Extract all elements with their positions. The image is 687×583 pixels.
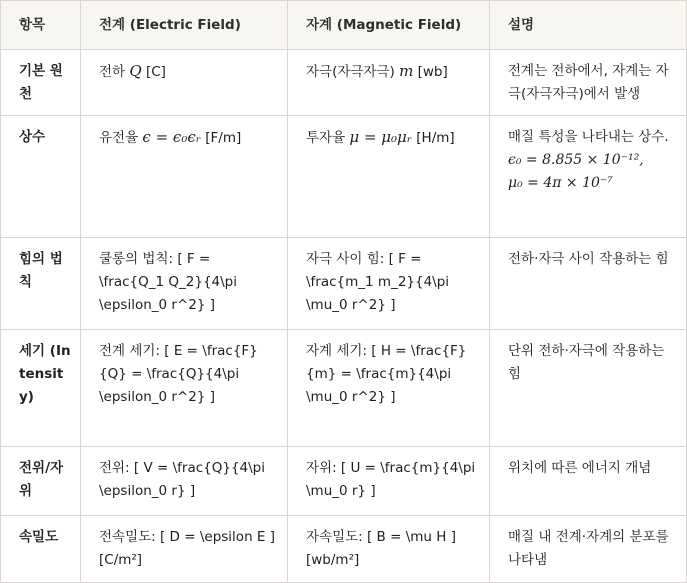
table-row [1, 116, 687, 238]
cell-unit: [F/m] [200, 130, 242, 146]
row-label: 힘의 법칙 [1, 238, 81, 330]
row-label: 속밀도 [1, 516, 81, 583]
cell-electric [81, 50, 288, 116]
table-row [1, 330, 687, 447]
header-electric: 전계 (Electric Field) [81, 1, 288, 50]
table-row [1, 516, 687, 583]
cell-text: 투자율 [306, 130, 350, 146]
row-label: 상수 [1, 116, 81, 238]
cell-magnetic: 자속밀도: [ B = \mu H ] [wb/m²] [288, 516, 490, 583]
cell-unit: [H/m] [412, 130, 455, 146]
header-description: 설명 [490, 1, 687, 50]
cell-text: 유전율 [99, 130, 143, 146]
mu0-formula: μ₀ = 4π × 10⁻⁷ [508, 175, 613, 191]
cell-electric: 전위: [ V = \frac{Q}{4\pi \epsilon_0 r} ] [81, 447, 288, 516]
math-formula: μ = μ₀μᵣ [349, 128, 412, 146]
header-magnetic: 자계 (Magnetic Field) [288, 1, 490, 50]
cell-electric: 쿨롱의 법칙: [ F = \frac{Q_1 Q_2}{4\pi \epsilon_0 r^2} ] [81, 238, 288, 330]
description-text: 매질 특성을 나타내는 상수. [508, 129, 669, 145]
cell-description: 매질 내 전계·자계의 분포를 나타냄 [490, 516, 687, 583]
table-row [1, 447, 687, 516]
cell-description: 전하·자극 사이 작용하는 힘 [490, 238, 687, 330]
header-item: 항목 [1, 1, 81, 50]
row-label: 세기 (Intensity) [1, 330, 81, 447]
cell-electric: 전계 세기: [ E = \frac{F}{Q} = \frac{Q}{4\pi \epsilon_0 r^2} ] [81, 330, 288, 447]
cell-magnetic: 자위: [ U = \frac{m}{4\pi \mu_0 r} ] [288, 447, 490, 516]
math-symbol: m [399, 62, 414, 80]
cell-description: 전계는 전하에서, 자계는 자극(자극자극)에서 발생 [490, 50, 687, 116]
math-symbol: Q [129, 62, 142, 80]
cell-electric: 전속밀도: [ D = \epsilon E ] [C/m²] [81, 516, 288, 583]
header-row [1, 1, 687, 50]
cell-magnetic: 자극 사이 힘: [ F = \frac{m_1 m_2}{4\pi \mu_0 r^2} ] [288, 238, 490, 330]
table-row [1, 50, 687, 116]
cell-description: 위치에 따른 에너지 개념 [490, 447, 687, 516]
row-label: 기본 원천 [1, 50, 81, 116]
cell-electric [81, 116, 288, 238]
cell-text: 전하 [99, 64, 130, 80]
cell-magnetic [288, 50, 490, 116]
cell-magnetic [288, 116, 490, 238]
row-label: 전위/자위 [1, 447, 81, 516]
cell-magnetic: 자계 세기: [ H = \frac{F}{m} = \frac{m}{4\pi \mu_0 r^2} ] [288, 330, 490, 447]
table-row [1, 238, 687, 330]
cell-text: 자극(자극자극) [306, 64, 400, 80]
cell-unit: [wb] [413, 64, 448, 80]
cell-description [490, 116, 687, 238]
epsilon0-formula: ϵ₀ = 8.855 × 10⁻¹², [508, 152, 644, 168]
cell-unit: [C] [141, 64, 166, 80]
cell-description: 단위 전하·자극에 작용하는 힘 [490, 330, 687, 447]
math-formula: ϵ = ϵ₀ϵᵣ [142, 128, 201, 146]
